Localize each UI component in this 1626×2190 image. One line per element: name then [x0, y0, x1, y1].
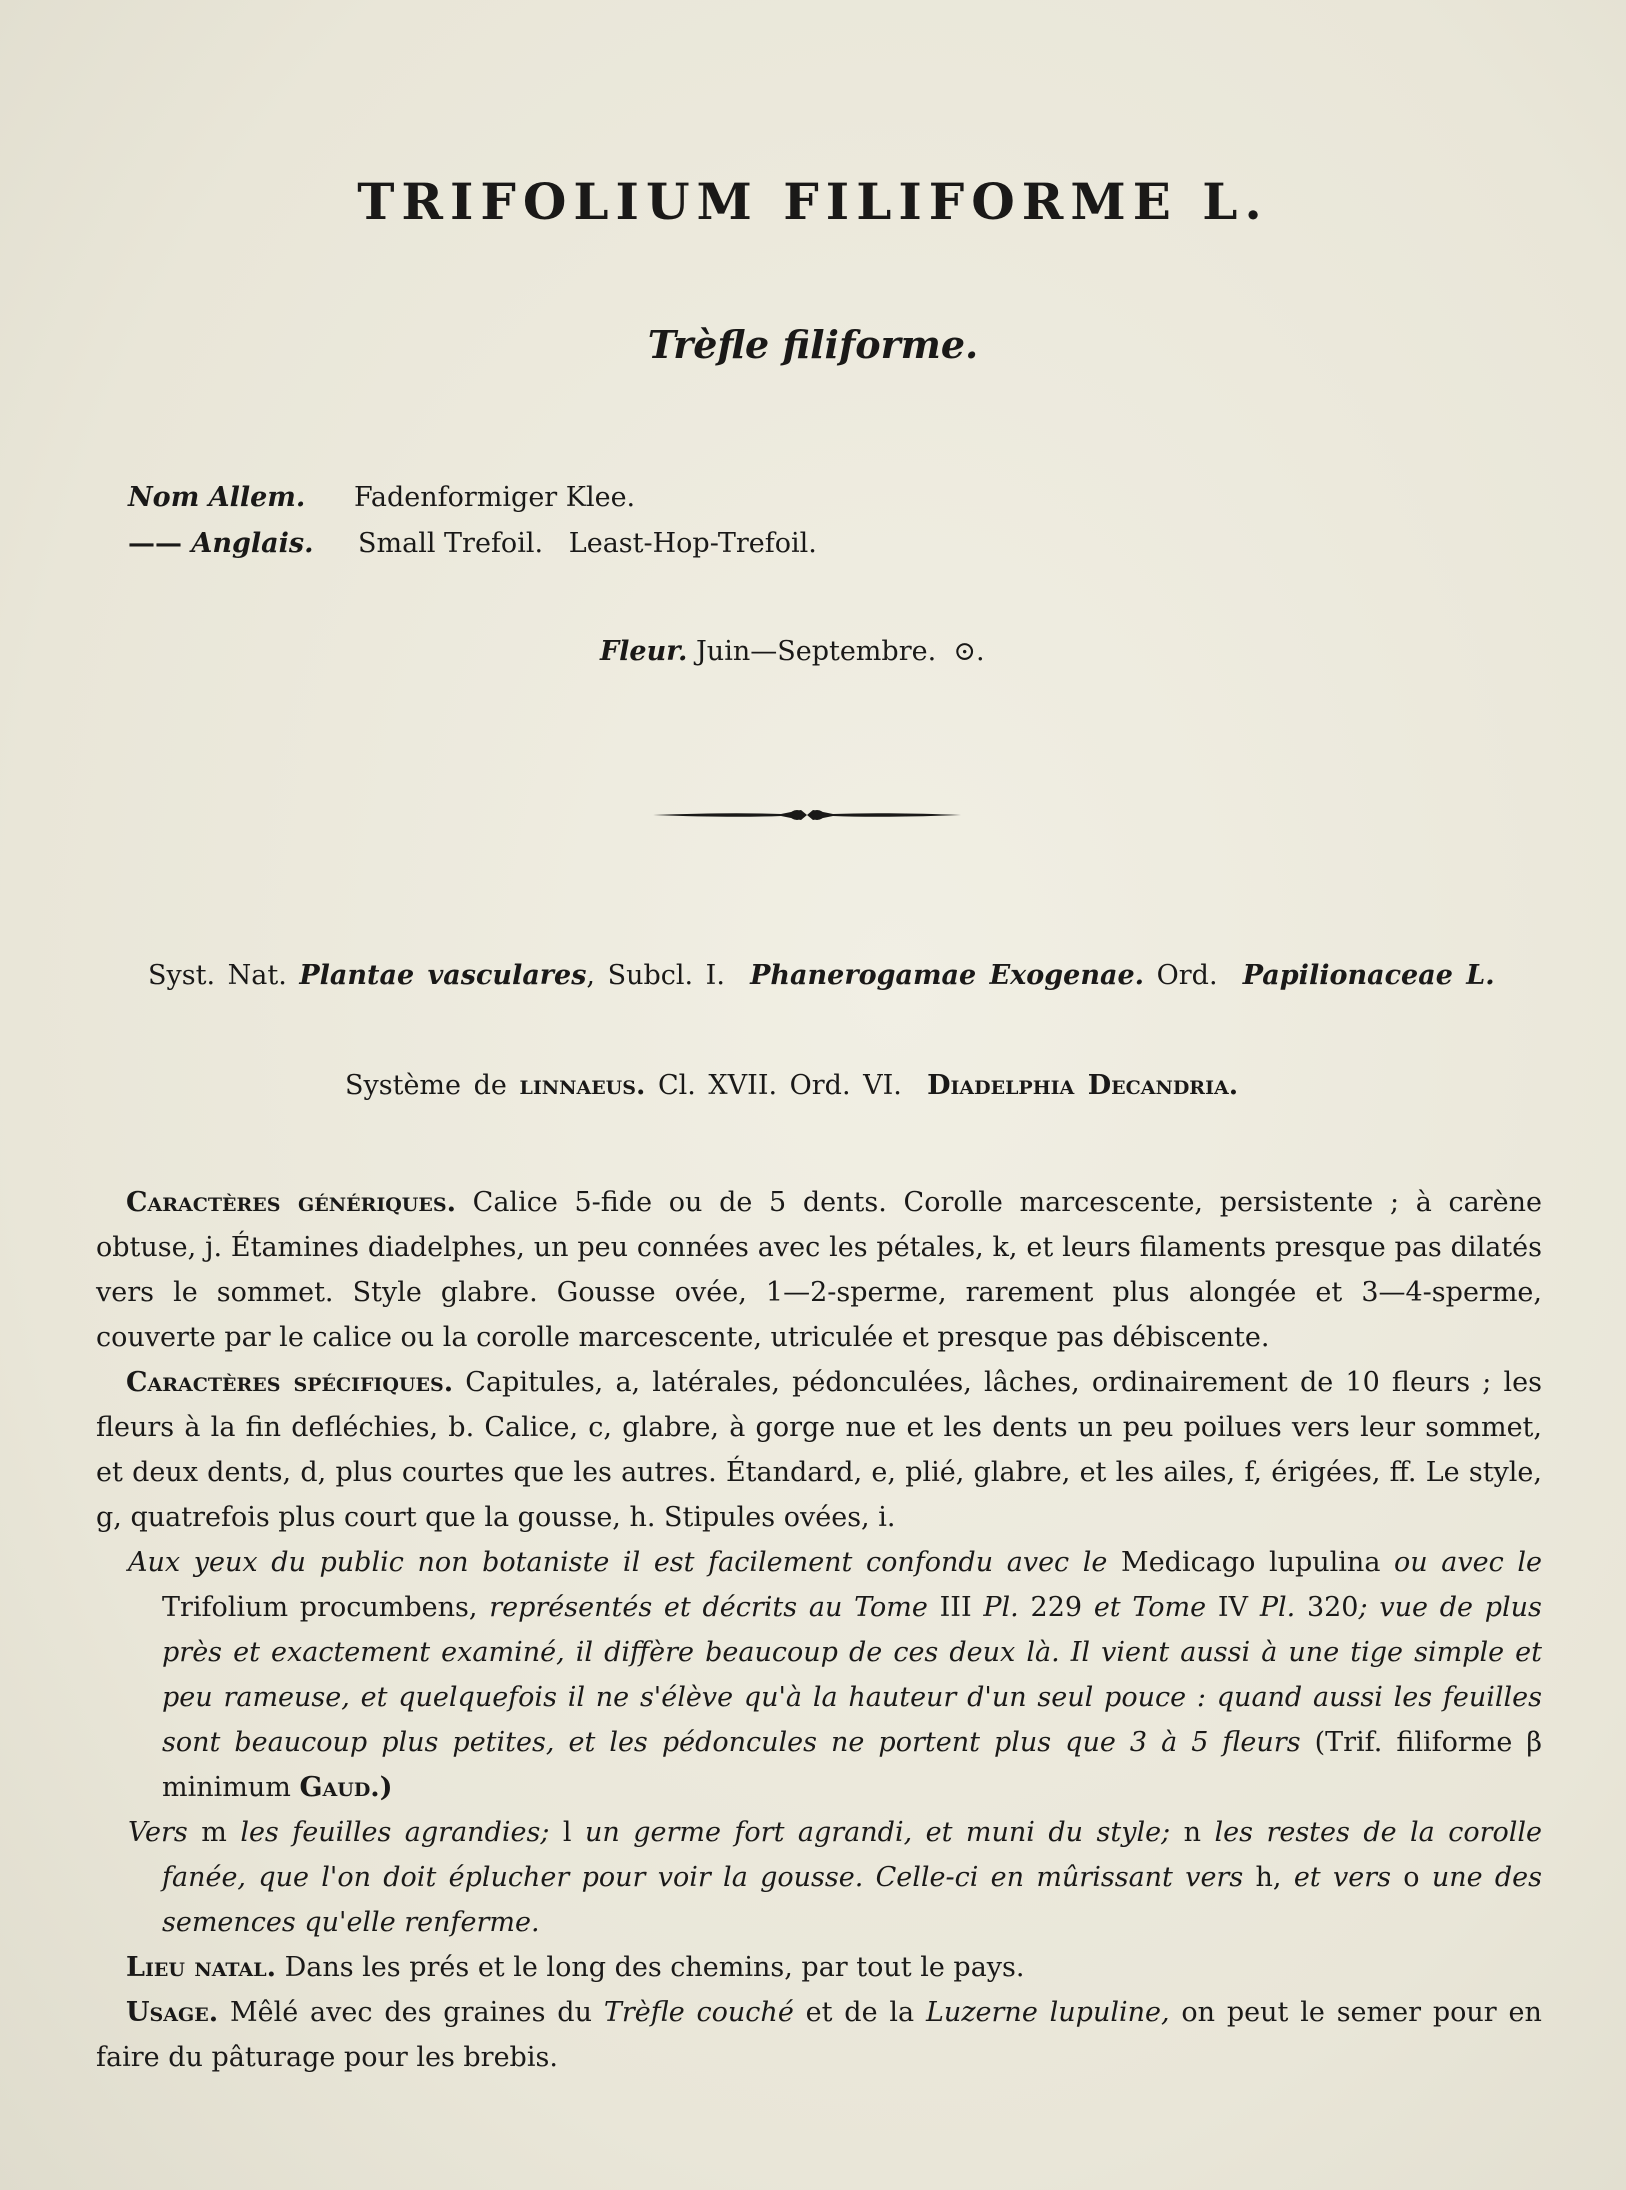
generic-label: Caractères génériques. [126, 1187, 456, 1218]
habitat-text: Dans les prés et le long des chemins, par tout le pays. [284, 1952, 1025, 1983]
syst-ord: Ord. [1156, 960, 1218, 991]
legend-m: m [201, 1817, 227, 1848]
note-text-1: Aux yeux du public non botaniste il est facilement confondu avec le [128, 1547, 1108, 1578]
syst-papilionaceae: Papilionaceae L. [1242, 960, 1495, 991]
legend-o: o [1403, 1862, 1420, 1893]
legend-h: h, [1255, 1862, 1282, 1893]
note-medicago: Medicago lupulina [1121, 1547, 1381, 1578]
note-pl-1: Pl. [983, 1592, 1019, 1623]
ditto-dash: —— [128, 528, 182, 559]
note-plate-320: 320 [1306, 1592, 1359, 1623]
legend-vers: Vers [128, 1817, 188, 1848]
usage-text-2: et de la [805, 1997, 915, 2028]
usage-note [96, 1990, 1542, 2080]
figure-legend [96, 1810, 1542, 1945]
note-pl-2: Pl. [1259, 1592, 1296, 1623]
linnaeus-prefix: Système de [345, 1070, 507, 1101]
comparison-note [96, 1540, 1542, 1810]
linnaeus-diadelphia: Diadelphia Decandria. [927, 1070, 1239, 1101]
common-names [128, 475, 817, 567]
systema-naturale [148, 960, 1495, 991]
note-trifolium: Trifolium procumbens, [162, 1592, 478, 1623]
page-title: TRIFOLIUM FILIFORME L. [357, 172, 1269, 231]
note-et-tome: et Tome [1093, 1592, 1207, 1623]
note-gaud: Gaud.) [299, 1772, 393, 1803]
legend-text-4: les restes de la corolle fanée, que l'on doit éplucher pour voir la gousse. Celle-ci en mûrissant vers [162, 1817, 1543, 1893]
page-subtitle: Trèfle filiforme. [647, 322, 979, 367]
legend-l: l [562, 1817, 572, 1848]
fleur-label: Fleur. [600, 636, 688, 667]
note-text-4: ; vue de plus près et exactement examiné, il diffère beaucoup de ces deux là. Il vient aussi à une tige simple et peu rameuse, et quelquefois il ne s'élève qu'à la hauteur d'un seul pouce : quand aussi les feuilles sont beaucoup plus petites, et les pédoncules ne portent plus que 3 à 5 fleurs [162, 1592, 1542, 1758]
note-text-3: représentés et décrits au Tome [489, 1592, 928, 1623]
usage-luzerne: Luzerne lupuline, [926, 1997, 1170, 2028]
note-text-2: ou avec le [1394, 1547, 1542, 1578]
usage-trefle: Trèfle couché [603, 1997, 794, 2028]
linnaeus-system [345, 1070, 1238, 1101]
german-name: Fadenformiger Klee. [354, 482, 636, 513]
specific-characters [96, 1360, 1542, 1540]
note-tome-4: IV [1217, 1592, 1249, 1623]
fleur-months: Juin—Septembre. [695, 636, 937, 667]
note-plate-229: 229 [1030, 1592, 1083, 1623]
syst-phanerogamae: Phanerogamae Exogenae. [750, 960, 1145, 991]
german-name-row [128, 475, 817, 521]
legend-text-3: un germe fort agrandi, et muni du style; [585, 1817, 1171, 1848]
syst-plantae: Plantae vasculares [299, 960, 587, 991]
syst-prefix: Syst. Nat. [148, 960, 287, 991]
legend-text-6: une des semences qu'elle renferme. [162, 1862, 1543, 1938]
note-tome-3: III [939, 1592, 972, 1623]
annual-symbol: ⊙. [953, 636, 985, 667]
linnaeus-class-order: Cl. XVII. Ord. VI. [657, 1070, 902, 1101]
specific-label: Caractères spécifiques. [126, 1367, 454, 1398]
habitat-label: Lieu natal. [126, 1952, 276, 1983]
generic-characters [96, 1180, 1542, 1360]
usage-label: Usage. [126, 1997, 219, 2028]
usage-text-1: Mêlé avec des graines du [229, 1997, 592, 2028]
native-habitat [96, 1945, 1542, 1990]
ornament-divider-icon [651, 800, 963, 828]
note-text-5: (Trif. filiforme β minimum [162, 1727, 1542, 1803]
syst-subclass: , Subcl. I. [586, 960, 725, 991]
description-body [96, 1180, 1542, 2080]
german-label: Nom Allem. [128, 482, 306, 513]
legend-text-2: les feuilles agrandies; [240, 1817, 550, 1848]
legend-n: n [1183, 1817, 1202, 1848]
english-label: Anglais. [191, 528, 314, 559]
legend-text-5: et vers [1293, 1862, 1391, 1893]
specific-text: Capitules, a, latérales, pédonculées, lâches, ordinairement de 10 fleurs ; les fleurs à la fin defléchies, b. Calice, c, glabre, à gorge nue et les dents un peu poilues vers leur sommet, et deux dents, d, plus courtes que les autres. Étandard, e, plié, glabre, et les ailes, f, érigées, ff. Le style, g, quatrefois plus court que la gousse, h. Stipules ovées, i. [96, 1367, 1542, 1533]
linnaeus-name: linnaeus. [519, 1070, 646, 1101]
flowering-period [600, 636, 985, 667]
usage-text-3: on peut le semer pour en faire du pâturage pour les brebis. [96, 1997, 1542, 2073]
english-name: Small Trefoil. Least-Hop-Trefoil. [358, 528, 817, 559]
generic-text: Calice 5-fide ou de 5 dents. Corolle marcescente, persistente ; à carène obtuse, j. Étamines diadelphes, un peu connées avec les pétales, k, et leurs filaments presque pas dilatés vers le sommet. Style glabre. Gousse ovée, 1—2-sperme, rarement plus alongée et 3—4-sperme, couverte par le calice ou la corolle marcescente, utriculée et presque pas débiscente. [96, 1187, 1542, 1353]
english-name-row [128, 521, 817, 567]
